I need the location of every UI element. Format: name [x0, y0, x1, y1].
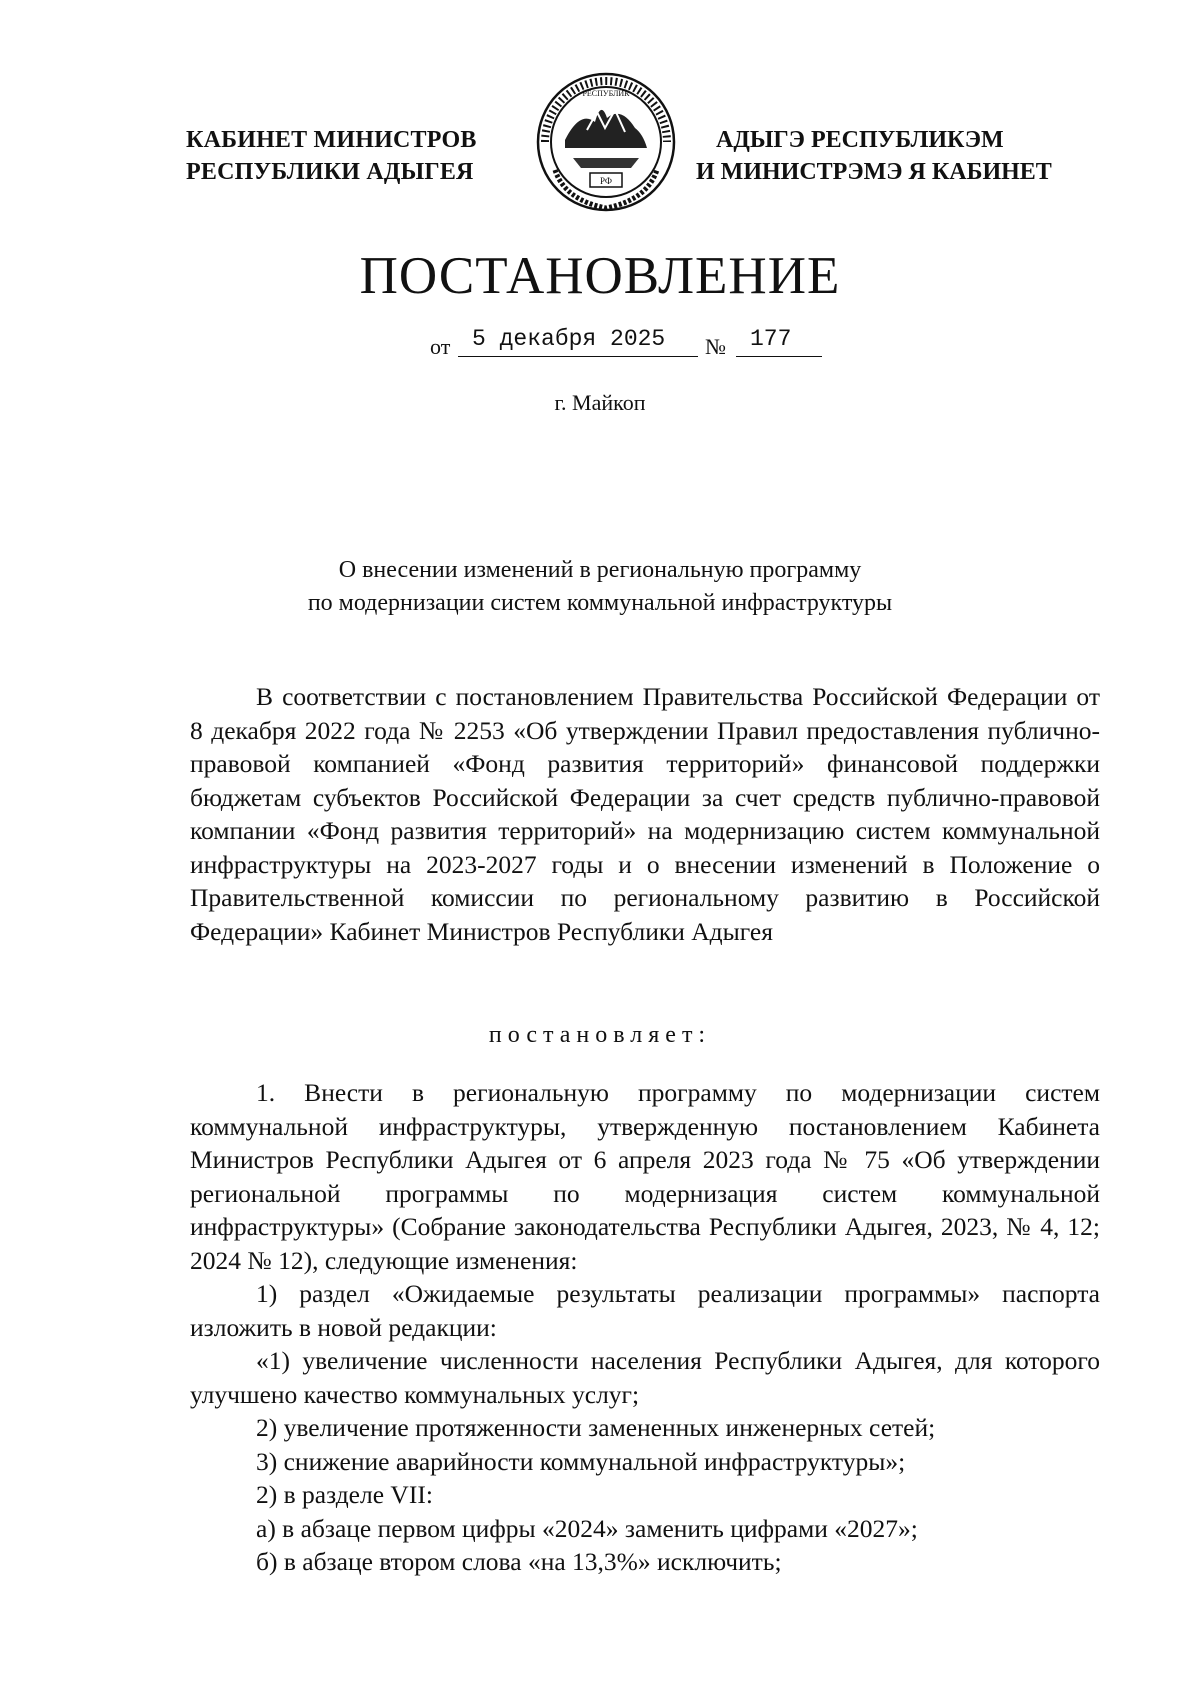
clause-1-1-item1: «1) увеличение численности населения Республики Адыгея, для которого улучшено качество коммунальных услуг; [190, 1346, 1100, 1409]
decree-word: постановляет: [488, 1022, 712, 1048]
number-sign: № [705, 334, 726, 359]
clause-1: 1. Внести в региональную программу по модернизации систем коммунальной инфраструктуры, утвержденную постановлением Кабинета Министров Республики Адыгея от 6 апреля 2023 года № 75 «Об утверждении региональной программы по модернизация систем коммунальной инфраструктуры» (Собрание законодательства Республики Адыгея, 2023, № 4, 12; 2024 № 12), следующие изменения: [190, 1078, 1100, 1275]
preamble-paragraph: В соответствии с постановлением Правительства Российской Федерации от 8 декабря 2022 года № 2253 «Об утверждении Правил предоставления публично-правовой компанией «Фонд развития территорий» финансовой поддержки бюджетам субъектов Российской Федерации за счет средств публично-правовой компании «Фонд развития территорий» на модернизацию систем коммунальной инфраструктуры на 2023-2027 годы и о внесении изменений в Положение о Правительственной комиссии по региональному развитию в Российской Федерации» Кабинет Министров Республики Адыгея [190, 682, 1100, 946]
page-title: ПОСТАНОВЛЕНИЕ [359, 247, 841, 305]
emblem-top-text: РЕСПУБЛИК [582, 89, 630, 98]
coat-of-arms-emblem [535, 70, 677, 215]
city: г. Майкоп [554, 390, 646, 415]
clause-1-2: 2) в разделе VII: [256, 1480, 433, 1509]
header-right [696, 124, 1096, 188]
header-left-line2: РЕСПУБЛИКИ АДЫГЕЯ [186, 159, 474, 185]
clause-1-1-item3: 3) снижение аварийности коммунальной инфраструктуры»; [256, 1446, 906, 1476]
subject-line1: О внесении изменений в региональную программу [338, 557, 862, 583]
date-number-line [428, 326, 828, 362]
subject-line2: по модернизации систем коммунальной инфраструктуры [307, 590, 893, 616]
header-right-line2: И МИНИСТРЭМЭ Я КАБИНЕТ [696, 159, 1052, 185]
clauses-block [190, 1076, 1100, 1579]
emblem-bottom-text: РФ [600, 176, 612, 186]
header-right-line1: АДЫГЭ РЕСПУБЛИКЭМ [716, 127, 1004, 153]
clause-1-2-b: б) в абзаце втором слова «на 13,3%» исключить; [256, 1547, 782, 1576]
document-date: 5 декабря 2025 [458, 326, 698, 357]
header-left-line1: КАБИНЕТ МИНИСТРОВ [186, 127, 477, 153]
date-prefix: от [430, 334, 451, 359]
clause-1-1-item2: 2) увеличение протяженности замененных инженерных сетей; [256, 1413, 936, 1442]
clause-1-2-a: а) в абзаце первом цифры «2024» заменить цифрами «2027»; [256, 1513, 918, 1543]
document-number: 177 [736, 326, 822, 357]
preamble-block [190, 680, 1100, 948]
subject [0, 554, 1200, 620]
clause-1-1: 1) раздел «Ожидаемые результаты реализации программы» паспорта изложить в новой редакции: [190, 1279, 1100, 1342]
header-left [186, 124, 516, 188]
